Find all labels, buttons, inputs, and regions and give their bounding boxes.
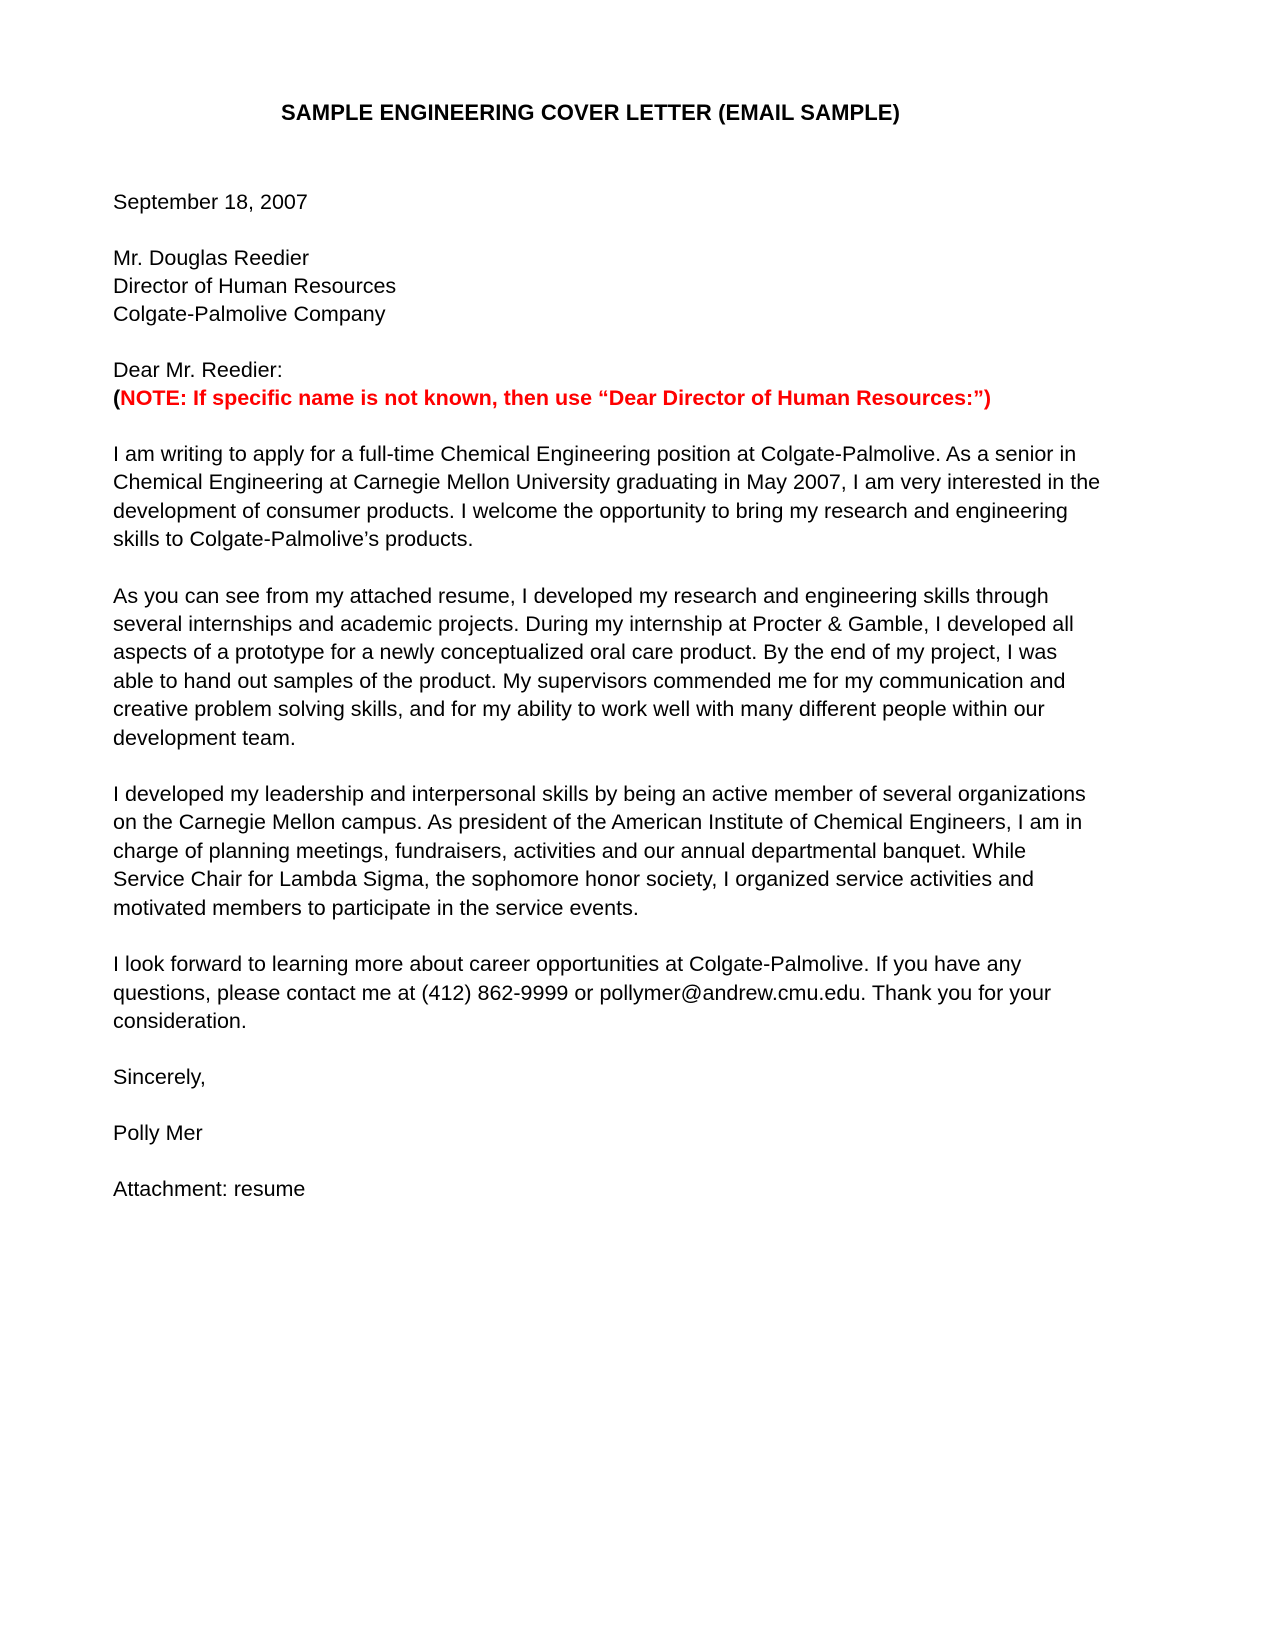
body-paragraph-4: I look forward to learning more about career opportunities at Colgate-Palmolive. If you have any questions, please contact me at (412) 862-9999 or pollymer@andrew.cmu.edu. Thank you for your consideration. bbox=[113, 952, 1052, 1033]
recipient-job-title: Director of Human Resources bbox=[113, 274, 397, 298]
recipient-address-block bbox=[113, 216, 1103, 328]
body-paragraph-2: As you can see from my attached resume, I developed my research and engineering skills through several internships and academic projects. During my internship at Procter & Gamble, I developed all aspects of a prototype for a newly conceptualized oral care product. By the end of my project, I was able to hand out samples of the product. My supervisors commended me for my communication and creative problem solving skills, and for my ability to work well with many different people within our development team. bbox=[113, 583, 1074, 750]
salutation-block bbox=[113, 328, 1103, 412]
body-paragraph-1: I am writing to apply for a full-time Chemical Engineering position at Colgate-Palmolive. As a senior in Chemical Engineering at Carnegie Mellon University graduating in May 2007, I am very interested in the development of consumer products. I welcome the opportunity to bring my research and engineering skills to Colgate-Palmolive’s products. bbox=[113, 442, 1101, 552]
closing-salutation: Sincerely, bbox=[113, 1065, 206, 1090]
letter-date: September 18, 2007 bbox=[113, 190, 308, 214]
body-paragraph-3: I developed my leadership and interpersonal skills by being an active member of several organizations on the Carnegie Mellon campus. As president of the American Institute of Chemical Engineers, I am in charge of planning meetings, fundraisers, activities and our annual departmental banquet. While Service Chair for Lambda Sigma, the sophomore honor society, I organized service activities and motivated members to participate in the service events. bbox=[113, 782, 1086, 920]
page-title: SAMPLE ENGINEERING COVER LETTER (EMAIL SAMPLE) bbox=[281, 100, 901, 125]
note-red-text: NOTE: If specific name is not known, then use “Dear Director of Human Resources:”) bbox=[120, 386, 992, 410]
letter-body bbox=[113, 0, 1103, 1203]
attachment-note: Attachment: resume bbox=[113, 1177, 306, 1202]
signature-name: Polly Mer bbox=[113, 1121, 203, 1146]
recipient-name: Mr. Douglas Reedier bbox=[113, 246, 309, 270]
note-open-paren: ( bbox=[113, 386, 121, 410]
recipient-company: Colgate-Palmolive Company bbox=[113, 302, 386, 326]
salutation: Dear Mr. Reedier: bbox=[113, 358, 283, 382]
note-annotation bbox=[113, 384, 1103, 412]
